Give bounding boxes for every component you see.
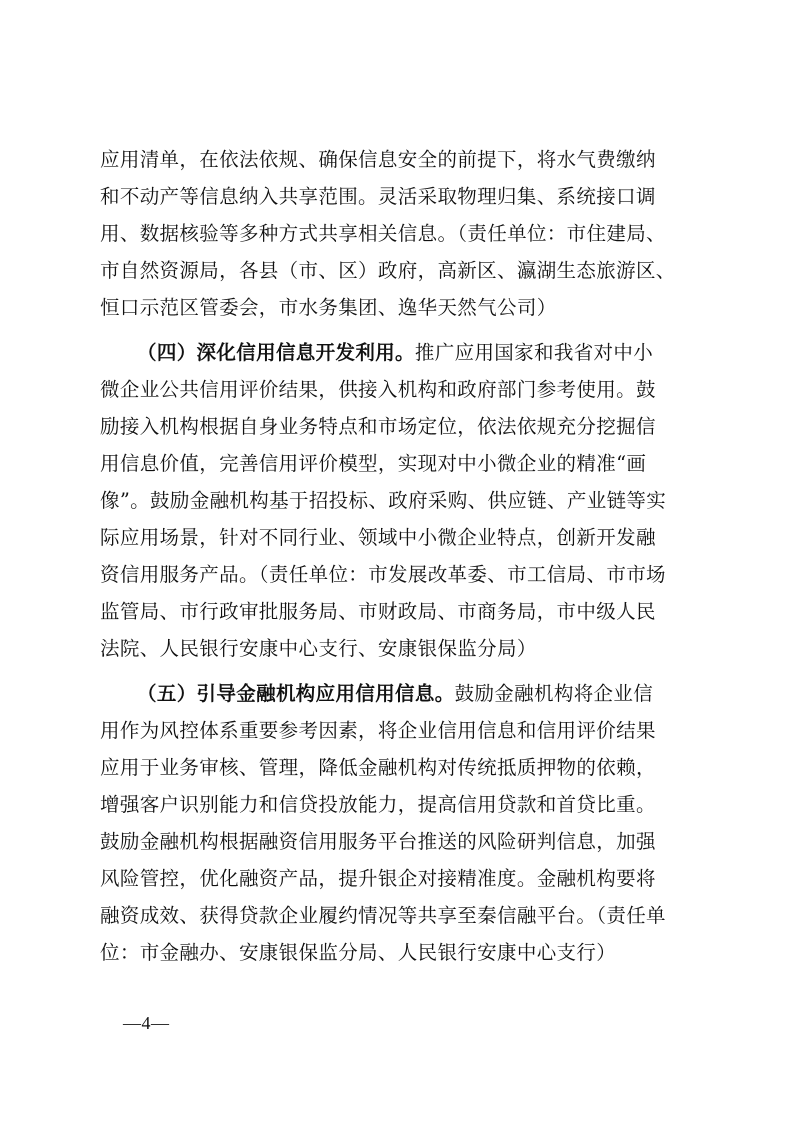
section-5-heading: （五）引导金融机构应用信用信息。 (137, 682, 455, 705)
paragraph-line: 增强客户识别能力和信贷投放能力，提高信用贷款和首贷比重。 (100, 793, 656, 816)
section-5-first-line (137, 677, 700, 711)
section-4-heading: （四）深化信用信息开发利用。 (137, 341, 415, 364)
paragraph-line: 励接入机构根据自身业务特点和市场定位，依法依规充分挖掘信 (100, 415, 656, 438)
paragraph-line: 融资成效、获得贷款企业履约情况等共享至秦信融平台。（责任单 (100, 904, 666, 927)
paragraph-line: 际应用场景，针对不同行业、领域中小微企业特点，创新开发融 (100, 526, 656, 549)
paragraph-line: 用信息价值，完善信用评价模型，实现对中小微企业的精准“画 (100, 452, 647, 475)
paragraph-line: 和不动产等信息纳入共享范围。灵活采取物理归集、系统接口调 (100, 185, 656, 208)
paragraph-line: 像”。鼓励金融机构基于招投标、政府采购、供应链、产业链等实 (100, 489, 667, 512)
paragraph-line: 法院、人民银行安康中心支行、安康银保监分局） (100, 637, 537, 660)
paragraph-line: 位：市金融办、安康银保监分局、人民银行安康中心支行） (100, 941, 617, 964)
paragraph-line: 用作为风控体系重要参考因素，将企业信用信息和信用评价结果 (100, 719, 656, 742)
paragraph-line: 市自然资源局，各县（市、区）政府，高新区、瀛湖生态旅游区、 (100, 259, 676, 282)
paragraph-line: 用、数据核验等多种方式共享相关信息。（责任单位：市住建局、 (100, 222, 666, 245)
paragraph-line: 鼓励金融机构根据融资信用服务平台推送的风险研判信息，加强 (100, 830, 656, 853)
section-5-first-line-text: 鼓励金融机构将企业信 (454, 682, 654, 705)
paragraph-line: 资信用服务产品。（责任单位：市发展改革委、市工信局、市市场 (100, 563, 666, 586)
paragraph-line: 应用清单，在依法依规、确保信息安全的前提下，将水气费缴纳 (100, 148, 656, 171)
section-4-first-line (137, 336, 700, 370)
section-4-first-line-text: 推广应用国家和我省对中小 (414, 341, 654, 364)
paragraph-line: 监管局、市行政审批服务局、市财政局、市商务局，市中级人民 (100, 600, 656, 623)
page-number: —4— (123, 1013, 170, 1033)
paragraph-line: 恒口示范区管委会，市水务集团、逸华天然气公司） (100, 296, 557, 319)
paragraph-line: 微企业公共信用评价结果，供接入机构和政府部门参考使用。鼓 (100, 378, 656, 401)
paragraph-line: 风险管控，优化融资产品，提升银企对接精准度。金融机构要将 (100, 867, 656, 890)
paragraph-line: 应用于业务审核、管理，降低金融机构对传统抵质押物的依赖， (100, 756, 656, 779)
